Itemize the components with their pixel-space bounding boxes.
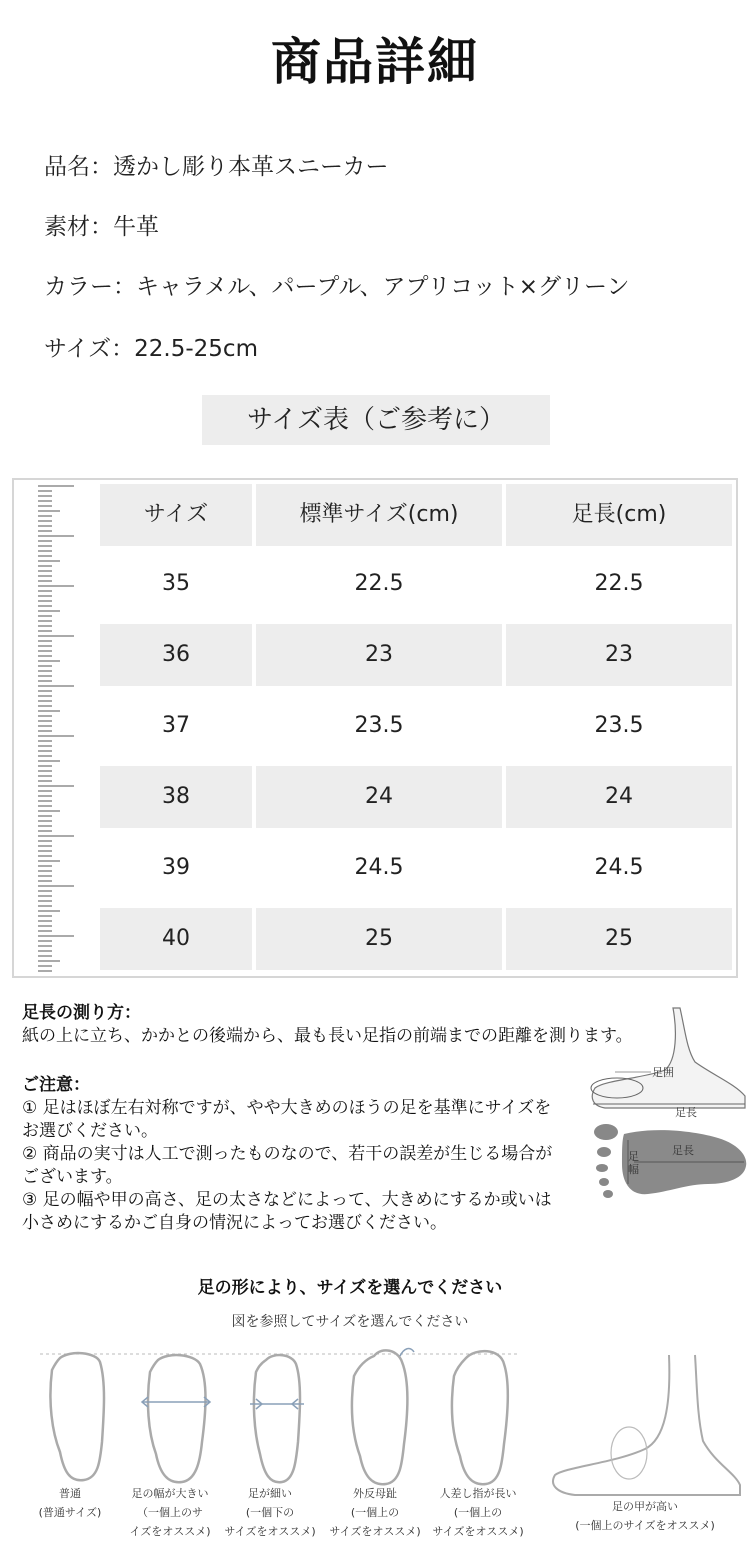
standard-size-cell: 25 [256, 908, 502, 970]
foot-type-caption-line: (一個上のサイズをオススメ) [575, 1519, 715, 1532]
caution-line: 小さめにするかご自身の情況によってお選びください。 [22, 1213, 447, 1233]
spec-colors: カラー：キャラメル、パープル、アプリコット×グリーン [44, 274, 630, 300]
size-cell: 40 [100, 908, 252, 970]
standard-size-cell: 23.5 [354, 713, 404, 738]
foot-type-caption-line: (一個上の [350, 1506, 400, 1519]
foot-type-caption-line: サイズをオススメ) [329, 1525, 421, 1538]
sole-footprint-diagram [588, 1122, 750, 1204]
size-cell: 39 [162, 855, 190, 880]
foot-type-caption [215, 1484, 325, 1541]
table-header-foot-length: 足長(cm) [506, 484, 732, 546]
measure-text: 紙の上に立ち、かかとの後端から、最も長い足指の前端までの距離を測ります。 [22, 1026, 633, 1046]
foot-type-caption-line: サイズをオススメ) [432, 1525, 524, 1538]
foot-length-label: 足長 [675, 1106, 697, 1119]
foot-width-label: 足幅 [628, 1150, 639, 1176]
caution-line: ございます。 [22, 1167, 123, 1187]
foot-type-caption-line: (一個下の [245, 1506, 295, 1519]
foot-outlines [30, 1342, 530, 1492]
foot-type-caption-line: サイズをオススメ) [224, 1525, 316, 1538]
caution-line: お選びください。 [22, 1121, 158, 1141]
foot-type-caption-line: 人差し指が長い [439, 1487, 517, 1500]
caution-line: ② 商品の実寸は人工で測ったものなので、若干の誤差が生じる場合が [22, 1144, 553, 1164]
foot-length-cell: 24.5 [594, 855, 644, 880]
standard-size-cell: 23 [256, 624, 502, 686]
size-table-heading: サイズ表（ご参考に） [202, 395, 550, 445]
foot-type-caption-line: 普通 [59, 1487, 81, 1500]
foot-length-cell: 22.5 [594, 571, 644, 596]
spec-name: 品名：透かし彫り本革スニーカー [44, 154, 389, 180]
foot-length-cell: 25 [506, 908, 732, 970]
size-cell: 35 [162, 571, 190, 596]
foot-length-cell: 23 [506, 624, 732, 686]
foot-type-caption-line: 足が細い [248, 1487, 292, 1500]
foot-side-diagram [585, 1000, 750, 1120]
foot-type-caption-line: (一個上の [453, 1506, 503, 1519]
spec-material: 素材：牛革 [44, 214, 159, 240]
foot-type-caption [423, 1484, 533, 1541]
foot-length-cell: 23.5 [594, 713, 644, 738]
size-cell: 38 [100, 766, 252, 828]
page-title: 商品詳細 [271, 33, 479, 91]
foot-shapes-subtitle: 図を参照してサイズを選んでください [231, 1314, 469, 1330]
foot-type-caption-line: イズをオススメ) [129, 1525, 211, 1538]
sole-length-label: 足長 [672, 1144, 694, 1157]
standard-size-cell: 24.5 [354, 855, 404, 880]
foot-type-caption-line: （一個上のサ [137, 1506, 203, 1519]
foot-type-caption-line: (普通サイズ) [38, 1506, 102, 1519]
foot-shapes-title: 足の形により、サイズを選んでください [197, 1278, 503, 1298]
high-instep-diagram [545, 1345, 745, 1505]
measure-section [22, 1002, 633, 1048]
spec-sizes: サイズ：22.5-25cm [44, 336, 258, 362]
size-cell: 37 [162, 713, 190, 738]
foot-type-caption-line: 外反母趾 [353, 1487, 397, 1500]
size-cell: 36 [100, 624, 252, 686]
standard-size-cell: 22.5 [354, 571, 404, 596]
foot-type-caption [15, 1484, 125, 1522]
cautions-section [22, 1074, 552, 1235]
table-header-standard-size: 標準サイズ(cm) [256, 484, 502, 546]
foot-type-caption-line: 足の甲が高い [612, 1500, 678, 1513]
caution-line: ③ 足の幅や甲の高さ、足の太さなどによって、大きめにするか或いは [22, 1190, 552, 1210]
ruler-graphic [30, 482, 82, 974]
caution-line: ① 足はほぼ左右対称ですが、やや大きめのほうの足を基準にサイズを [22, 1098, 552, 1118]
table-header-size: サイズ [100, 484, 252, 546]
cautions-heading: ご注意： [22, 1075, 90, 1095]
standard-size-cell: 24 [256, 766, 502, 828]
foot-type-caption [115, 1484, 225, 1541]
foot-type-caption [320, 1484, 430, 1541]
foot-type-caption [550, 1497, 740, 1535]
foot-girth-label: 足囲 [652, 1066, 674, 1079]
measure-heading: 足長の測り方： [22, 1003, 141, 1023]
foot-type-caption-line: 足の幅が大きい [131, 1487, 209, 1500]
foot-length-cell: 24 [506, 766, 732, 828]
